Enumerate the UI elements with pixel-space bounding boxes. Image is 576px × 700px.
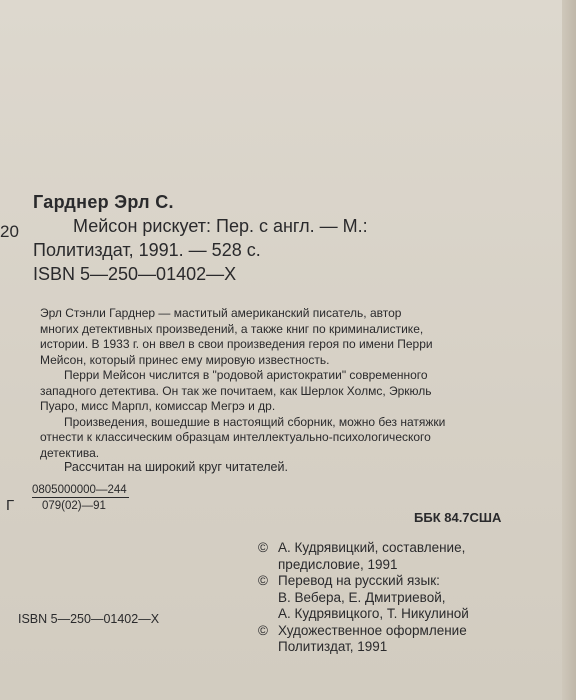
annotation-line: Эрл Стэнли Гарднер — маститый американский писатель, автор <box>40 306 402 320</box>
copyright-symbol: © <box>258 573 268 588</box>
index-letter: Г <box>6 497 15 514</box>
isbn-bottom: ISBN 5—250—01402—X <box>18 612 160 626</box>
annotation-line: западного детектива. Он так же почитаем, как Шерлок Холмс, Эркюль <box>40 383 432 398</box>
copyright-line: © А. Кудрявицкий, составление, <box>258 540 466 555</box>
annotation-line: Перри Мейсон числится в "родовой аристократии" современного <box>64 368 428 382</box>
bbk-code: ББК 84.7США <box>414 510 502 525</box>
annotation-line: детектива. <box>40 445 100 460</box>
annotation-text <box>40 306 570 461</box>
bibliographic-title-line: Мейсон рискует: Пер. с англ. — М.: <box>73 216 368 236</box>
classification-code: 20 <box>0 222 19 241</box>
copyright-block <box>258 540 469 656</box>
annotation-line: Мейсон, который принес ему мировую известность. <box>40 352 330 367</box>
copyright-symbol: © <box>258 540 268 555</box>
annotation-line: истории. В 1933 г. он ввел в свои произведения героя по имени Перри <box>40 337 433 351</box>
readership-note: Рассчитан на широкий круг читателей. <box>64 460 288 474</box>
annotation-line: Пуаро, мисс Марпл, комиссар Мегрэ и др. <box>40 399 276 413</box>
index-numerator: 0805000000—244 <box>32 484 127 496</box>
annotation-line: отнести к классическим образцам интеллектуально-психологического <box>40 430 431 444</box>
bibliographic-publisher-line: Политиздат, 1991. — 528 с. <box>33 240 261 260</box>
index-fraction <box>32 484 129 512</box>
index-denominator: 079(02)—91 <box>42 500 106 512</box>
copyright-line: © Перевод на русский язык: <box>258 573 440 588</box>
copyright-line: © Художественное оформление <box>258 622 467 638</box>
copyright-symbol: © <box>258 622 268 638</box>
copyright-line: предисловие, 1991 <box>278 556 398 572</box>
isbn-line: ISBN 5—250—01402—X <box>33 264 237 284</box>
copyright-line: А. Кудрявицкого, Т. Никулиной <box>278 606 469 621</box>
copyright-line: В. Вебера, Е. Дмитриевой, <box>278 589 446 605</box>
annotation-line: многих детективных произведений, а также книг по криминалистике, <box>40 321 424 336</box>
annotation-line: Произведения, вошедшие в настоящий сборник, можно без натяжки <box>64 414 446 429</box>
copyright-line: Политиздат, 1991 <box>278 639 388 654</box>
author-heading: Гарднер Эрл С. <box>33 192 174 212</box>
